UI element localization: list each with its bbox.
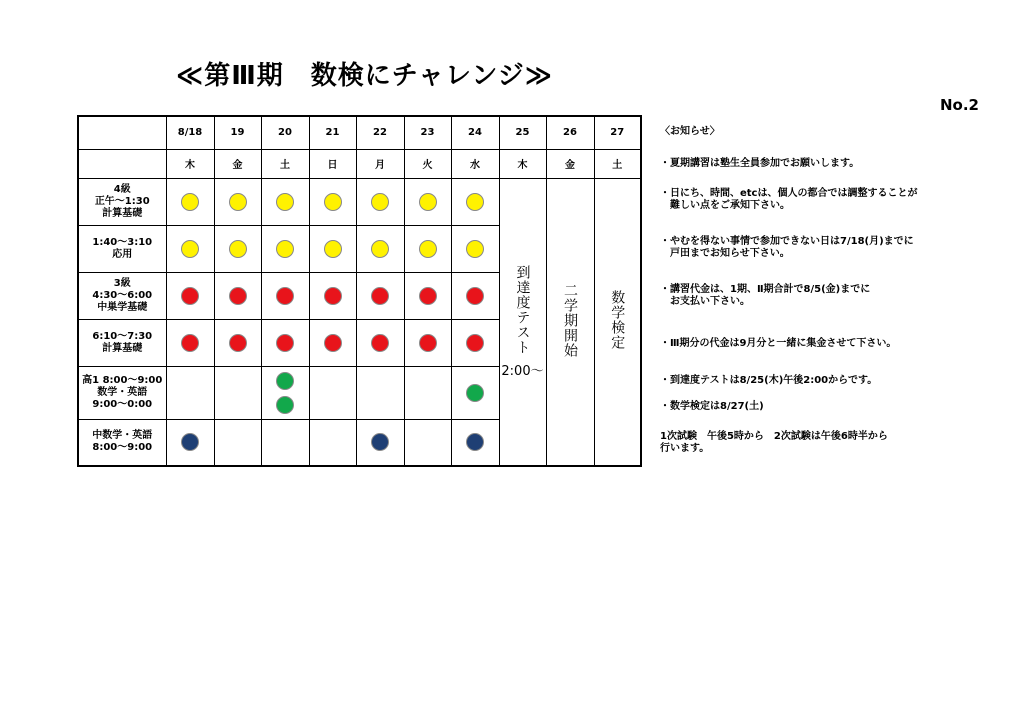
weekday-label: 水 [470,160,480,171]
yellow-dot-icon [419,193,437,211]
red-dot-icon [181,287,199,305]
date-label: 25 [515,127,530,139]
row-label [78,225,166,272]
weekday-header [451,149,499,178]
date-label: 26 [563,127,577,139]
row-label-line: 応用 [112,248,133,260]
red-dot-icon [229,334,247,352]
date-label: 22 [373,127,387,139]
weekday-header [356,149,404,178]
row-label-line: 計算基礎 [102,207,143,219]
weekday-header [166,149,214,178]
date-header [546,116,594,149]
page-number: No.2 [940,96,979,114]
yellow-dot-icon [324,193,342,211]
weekday-header [261,149,309,178]
weekday-label: 金 [232,160,243,171]
schedule-cell [356,419,404,466]
notice-item: ・講習代金は、1期、Ⅱ期合計で8/5(金)までに お支払い下さい。 [660,284,871,307]
red-dot-icon [181,334,199,352]
row-label-line: 正午～1:30 [94,195,150,207]
schedule-cell [451,272,499,319]
corner-cell [78,149,166,178]
navy-dot-icon [181,433,199,451]
weekday-label: 日 [327,160,338,171]
date-row [78,116,641,149]
row-label [78,178,166,225]
event-26-cell [546,178,594,466]
date-label: 19 [230,127,245,139]
schedule-cell [451,319,499,366]
schedule-cell [214,366,261,419]
weekday-row [78,149,641,178]
weekday-header [594,149,641,178]
notice-item: ・やむを得ない事情で参加できない日は7/18(月)までに 戸田までお知らせ下さい。 [660,236,914,259]
weekday-label: 金 [565,160,575,171]
date-header [356,116,404,149]
row-label-line: 1:40～3:10 [92,236,153,248]
red-dot-icon [276,287,294,305]
schedule-cell [214,225,261,272]
event-25-cell [499,178,546,466]
schedule-table [77,115,642,467]
page-title: ≪第Ⅲ期 数検にチャレンジ≫ [176,61,553,91]
row-label-line: 6:10～7:30 [92,330,153,342]
green-dot-icon [276,396,294,414]
corner-cell [78,116,166,149]
red-dot-icon [466,287,484,305]
schedule-cell [166,178,214,225]
yellow-dot-icon [466,240,484,258]
dot-stack [262,372,309,414]
schedule-cell [309,419,356,466]
yellow-dot-icon [371,193,389,211]
row-label-line: 数学・英語 [97,386,148,398]
date-label: 27 [610,127,625,139]
date-header [404,116,451,149]
schedule-cell [451,366,499,419]
notice-item: ・到達度テストは8/25(木)午後2:00からです。 [660,375,878,386]
row-label-line: 高1 8:00～9:00 [82,374,163,386]
event-27-text: 数学検定 [609,290,626,351]
date-header [499,116,546,149]
date-label: 20 [278,127,292,139]
row-label-line: 4:30～6:00 [92,289,153,301]
date-label: 23 [420,127,435,139]
schedule-cell [261,319,309,366]
row-label-line: 8:00～9:00 [92,442,153,454]
schedule-cell [356,178,404,225]
row-label-line: 中数学・英語 [92,430,153,442]
red-dot-icon [324,334,342,352]
yellow-dot-icon [229,240,247,258]
yellow-dot-icon [276,193,294,211]
red-dot-icon [276,334,294,352]
date-header [594,116,641,149]
green-dot-icon [466,384,484,402]
red-dot-icon [229,287,247,305]
schedule-cell [261,272,309,319]
row-label-line: 3級 [113,277,131,289]
weekday-label: 火 [422,160,433,171]
weekday-header [546,149,594,178]
schedule-cell [261,225,309,272]
yellow-dot-icon [466,193,484,211]
row-label [78,319,166,366]
yellow-dot-icon [419,240,437,258]
row-label-line: 9:00～0:00 [92,398,153,410]
date-header [261,116,309,149]
red-dot-icon [466,334,484,352]
schedule-cell [214,419,261,466]
weekday-header [214,149,261,178]
weekday-label: 土 [280,160,290,171]
schedule-cell [451,178,499,225]
schedule-cell [214,178,261,225]
row-label-line: 中巣学基礎 [97,301,148,313]
schedule-cell [166,366,214,419]
row-label [78,366,166,419]
schedule-cell [356,272,404,319]
schedule-cell [214,272,261,319]
schedule-cell [309,366,356,419]
date-header [309,116,356,149]
notice-item: 1次試験 午後5時から 2次試験は午後6時半から 行います。 [660,431,888,454]
schedule-cell [404,178,451,225]
event-27-cell [594,178,641,466]
schedule-cell [404,366,451,419]
date-label: 8/18 [177,127,203,139]
red-dot-icon [371,334,389,352]
schedule-cell [309,225,356,272]
schedule-cell [309,178,356,225]
schedule-cell [451,225,499,272]
schedule-cell [404,319,451,366]
schedule-cell [166,272,214,319]
schedule-cell [451,419,499,466]
red-dot-icon [324,287,342,305]
weekday-label: 土 [612,160,623,171]
weekday-label: 木 [185,160,195,171]
weekday-label: 木 [517,160,528,171]
yellow-dot-icon [276,240,294,258]
row-label-line: 計算基礎 [102,342,143,354]
row-label-line: 4級 [113,183,131,195]
schedule-cell [214,319,261,366]
row-label [78,419,166,466]
schedule-row [78,178,641,225]
schedule-cell [166,419,214,466]
navy-dot-icon [371,433,389,451]
red-dot-icon [371,287,389,305]
notice-heading: 〈お知らせ〉 [660,126,720,137]
yellow-dot-icon [324,240,342,258]
yellow-dot-icon [181,240,199,258]
schedule-cell [261,419,309,466]
notice-item: ・数学検定は8/27(土) [660,401,764,412]
schedule-cell [356,366,404,419]
event-25-text: 到達度テスト [514,264,531,355]
schedule-cell [166,225,214,272]
weekday-header [309,149,356,178]
date-label: 24 [468,127,482,139]
schedule-cell [166,319,214,366]
date-header [214,116,261,149]
red-dot-icon [419,287,437,305]
date-label: 21 [325,127,340,139]
red-dot-icon [419,334,437,352]
green-dot-icon [276,372,294,390]
schedule-cell [309,319,356,366]
yellow-dot-icon [229,193,247,211]
notice-item: ・日にち、時間、etcは、個人の都合では調整することが 難しい点をご承知下さい。 [660,188,918,211]
date-header [451,116,499,149]
schedule-cell [404,419,451,466]
schedule-cell [309,272,356,319]
date-header [166,116,214,149]
schedule-cell [356,225,404,272]
navy-dot-icon [466,433,484,451]
event-25-time: 2:00～ [501,363,544,379]
schedule-cell [404,225,451,272]
schedule-cell [404,272,451,319]
event-26-text: 二学期開始 [562,282,578,358]
yellow-dot-icon [181,193,199,211]
row-label [78,272,166,319]
notice-item: ・Ⅲ期分の代金は9月分と一緒に集金させて下さい。 [660,338,897,349]
weekday-header [499,149,546,178]
schedule-cell [261,366,309,419]
weekday-header [404,149,451,178]
weekday-label: 月 [375,160,385,171]
schedule-cell [356,319,404,366]
notice-item: ・夏期講習は塾生全員参加でお願いします。 [660,158,860,169]
schedule-cell [261,178,309,225]
yellow-dot-icon [371,240,389,258]
